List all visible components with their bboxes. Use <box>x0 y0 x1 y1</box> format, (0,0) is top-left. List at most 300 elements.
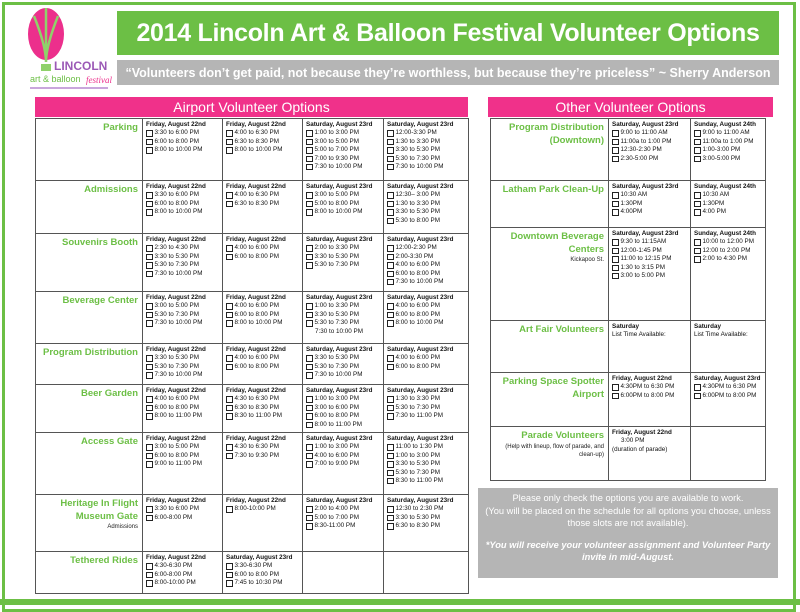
shift-option[interactable] <box>612 255 688 263</box>
shift-option[interactable] <box>226 505 300 513</box>
checkbox[interactable] <box>694 130 701 137</box>
shift-option[interactable] <box>146 129 220 137</box>
checkbox[interactable] <box>387 364 394 371</box>
checkbox[interactable] <box>226 396 233 403</box>
shift-option[interactable] <box>226 579 300 587</box>
shift-option[interactable] <box>226 319 300 327</box>
shift-option[interactable] <box>387 469 466 477</box>
shift-option[interactable] <box>226 191 300 199</box>
shift-option[interactable] <box>226 404 300 412</box>
checkbox[interactable] <box>306 156 313 163</box>
checkbox[interactable] <box>146 453 153 460</box>
shift-option[interactable] <box>306 452 381 460</box>
checkbox[interactable] <box>146 271 153 278</box>
checkbox[interactable] <box>146 130 153 137</box>
shift-option[interactable] <box>694 200 763 208</box>
checkbox[interactable] <box>306 139 313 146</box>
checkbox[interactable] <box>306 413 313 420</box>
checkbox[interactable] <box>387 218 394 225</box>
checkbox[interactable] <box>146 405 153 412</box>
shift-time: 4:30-6:30 PM <box>154 562 193 570</box>
shift-option[interactable] <box>146 270 220 278</box>
shift-option[interactable] <box>226 129 300 137</box>
checkbox[interactable] <box>306 209 313 216</box>
shift-time: 6:00PM to 8:00 PM <box>620 391 675 399</box>
checkbox[interactable] <box>306 422 313 429</box>
checkbox[interactable] <box>694 156 701 163</box>
shift-option[interactable] <box>146 404 220 412</box>
shift-option[interactable] <box>306 412 381 420</box>
shift-option[interactable] <box>387 200 466 208</box>
shift-option[interactable] <box>306 421 381 429</box>
shift-time: 7:30 to 9:30 PM <box>234 451 279 459</box>
checkbox[interactable] <box>146 254 153 261</box>
shift-option[interactable] <box>226 412 300 420</box>
checkbox[interactable] <box>387 164 394 171</box>
shift-option[interactable] <box>387 363 466 371</box>
checkbox[interactable] <box>612 273 619 280</box>
checkbox[interactable] <box>612 256 619 263</box>
shift-option[interactable] <box>387 404 466 412</box>
shift-option[interactable] <box>387 354 466 362</box>
checkbox[interactable] <box>146 139 153 146</box>
checkbox[interactable] <box>146 262 153 269</box>
shift-option[interactable] <box>387 270 466 278</box>
checkbox[interactable] <box>306 164 313 171</box>
checkbox[interactable] <box>306 245 313 252</box>
shift-option[interactable] <box>387 138 466 146</box>
shift-option[interactable] <box>146 412 220 420</box>
checkbox[interactable] <box>612 265 619 272</box>
shift-option[interactable] <box>387 261 466 269</box>
shift-time: 7:30 to 10:00 PM <box>154 319 203 327</box>
checkbox[interactable] <box>387 396 394 403</box>
checkbox[interactable] <box>694 256 701 263</box>
shift-option[interactable] <box>694 255 763 263</box>
checkbox[interactable] <box>387 130 394 137</box>
shift-option[interactable] <box>306 319 381 327</box>
checkbox[interactable] <box>387 209 394 216</box>
shift-option[interactable] <box>612 264 688 272</box>
shift-cell <box>303 385 384 433</box>
shift-option[interactable] <box>612 155 688 163</box>
shift-option[interactable] <box>146 138 220 146</box>
shift-option[interactable] <box>306 404 381 412</box>
shift-option[interactable] <box>226 571 300 579</box>
shift-cell <box>223 234 303 292</box>
shift-option[interactable] <box>387 253 466 261</box>
checkbox[interactable] <box>387 470 394 477</box>
shift-time: 3:30 to 5:30 PM <box>395 146 440 154</box>
shift-option[interactable] <box>387 505 466 513</box>
checkbox[interactable] <box>226 312 233 319</box>
checkbox[interactable] <box>387 461 394 468</box>
shift-option[interactable] <box>387 311 466 319</box>
checkbox[interactable] <box>306 320 313 327</box>
checkbox[interactable] <box>226 572 233 579</box>
shift-option[interactable] <box>612 138 688 146</box>
shift-option[interactable] <box>387 163 466 171</box>
shift-cell <box>223 495 303 552</box>
checkbox[interactable] <box>226 580 233 587</box>
shift-option[interactable] <box>694 383 763 391</box>
checkbox[interactable] <box>226 453 233 460</box>
checkbox[interactable] <box>612 239 619 246</box>
checkbox[interactable] <box>306 355 313 362</box>
checkbox[interactable] <box>146 320 153 327</box>
shift-option[interactable] <box>226 452 300 460</box>
shift-option[interactable] <box>306 191 381 199</box>
shift-option[interactable] <box>146 562 220 570</box>
shift-option[interactable] <box>306 138 381 146</box>
shift-option[interactable] <box>226 363 300 371</box>
shift-option[interactable] <box>612 383 688 391</box>
checkbox[interactable] <box>612 384 619 391</box>
shift-option[interactable] <box>306 363 381 371</box>
checkbox[interactable] <box>306 523 313 530</box>
shift-option[interactable] <box>694 129 763 137</box>
shift-option[interactable] <box>146 261 220 269</box>
checkbox[interactable] <box>146 209 153 216</box>
shift-option[interactable] <box>694 138 763 146</box>
shift-option[interactable] <box>694 247 763 255</box>
checkbox[interactable] <box>146 355 153 362</box>
shift-option[interactable] <box>146 319 220 327</box>
checkbox[interactable] <box>146 192 153 199</box>
shift-option[interactable] <box>694 392 763 400</box>
checkbox[interactable] <box>694 239 701 246</box>
checkbox[interactable] <box>694 192 701 199</box>
checkbox[interactable] <box>226 320 233 327</box>
shift-cell <box>143 344 223 385</box>
shift-option[interactable] <box>146 363 220 371</box>
checkbox[interactable] <box>387 139 394 146</box>
shift-option[interactable] <box>306 522 381 530</box>
shift-option[interactable] <box>612 392 688 400</box>
checkbox[interactable] <box>226 444 233 451</box>
checkbox[interactable] <box>694 201 701 208</box>
row-label-cell <box>36 292 143 344</box>
checkbox[interactable] <box>387 245 394 252</box>
checkbox[interactable] <box>612 192 619 199</box>
checkbox[interactable] <box>306 453 313 460</box>
shift-time: 7:30 to 10:00 PM <box>154 371 203 379</box>
checkbox[interactable] <box>226 254 233 261</box>
shift-option[interactable] <box>226 244 300 252</box>
checkbox[interactable] <box>306 130 313 137</box>
shift-option[interactable] <box>306 505 381 513</box>
checkbox[interactable] <box>226 506 233 513</box>
shift-option[interactable] <box>387 302 466 310</box>
shift-option[interactable] <box>146 395 220 403</box>
shift-option[interactable] <box>694 238 763 246</box>
shift-option[interactable] <box>387 460 466 468</box>
shift-option[interactable] <box>146 354 220 362</box>
shift-option[interactable] <box>612 272 688 280</box>
checkbox[interactable] <box>146 303 153 310</box>
shift-option[interactable] <box>146 579 220 587</box>
shift-option[interactable] <box>306 443 381 451</box>
shift-option[interactable] <box>146 244 220 252</box>
shift-option[interactable] <box>694 191 763 199</box>
shift-option[interactable] <box>146 200 220 208</box>
shift-option[interactable] <box>387 477 466 485</box>
shift-option[interactable] <box>226 138 300 146</box>
shift-option[interactable] <box>146 208 220 216</box>
checkbox[interactable] <box>306 444 313 451</box>
checkbox[interactable] <box>387 355 394 362</box>
shift-option[interactable] <box>387 217 466 225</box>
checkbox[interactable] <box>226 201 233 208</box>
shift-option[interactable] <box>306 261 381 269</box>
checkbox[interactable] <box>694 393 701 400</box>
shift-option[interactable] <box>694 146 763 154</box>
checkbox[interactable] <box>612 156 619 163</box>
checkbox[interactable] <box>146 572 153 579</box>
shift-time: 2:00 to 4:00 PM <box>314 505 359 513</box>
checkbox[interactable] <box>226 413 233 420</box>
shift-option[interactable] <box>306 253 381 261</box>
checkbox[interactable] <box>612 201 619 208</box>
checkbox[interactable] <box>387 413 394 420</box>
shift-option[interactable] <box>306 371 381 379</box>
shift-option[interactable] <box>387 514 466 522</box>
checkbox[interactable] <box>387 201 394 208</box>
checkbox[interactable] <box>387 515 394 522</box>
checkbox[interactable] <box>226 147 233 154</box>
checkbox[interactable] <box>146 413 153 420</box>
shift-option[interactable] <box>387 146 466 154</box>
checkbox[interactable] <box>146 147 153 154</box>
cell-note: List Time Available: <box>612 331 666 339</box>
shift-day: Saturday, August 23rd <box>306 294 373 301</box>
shift-option[interactable] <box>146 514 220 522</box>
shift-option[interactable] <box>306 129 381 137</box>
shift-option[interactable] <box>387 191 466 199</box>
shift-option[interactable] <box>306 311 381 319</box>
shift-option[interactable] <box>306 146 381 154</box>
checkbox[interactable] <box>387 279 394 286</box>
checkbox[interactable] <box>387 444 394 451</box>
other-section-header: Other Volunteer Options <box>488 97 773 117</box>
shift-option[interactable] <box>226 395 300 403</box>
checkbox[interactable] <box>146 372 153 379</box>
checkbox[interactable] <box>387 312 394 319</box>
shift-time: 3:30 to 6:00 PM <box>154 129 199 137</box>
shift-option[interactable] <box>226 443 300 451</box>
shift-day: Friday, August 22nd <box>226 236 286 243</box>
checkbox[interactable] <box>612 139 619 146</box>
shift-day: Saturday, August 23rd <box>387 346 454 353</box>
shift-option[interactable] <box>306 514 381 522</box>
checkbox[interactable] <box>387 147 394 154</box>
shift-option[interactable] <box>306 155 381 163</box>
checkbox[interactable] <box>146 312 153 319</box>
shift-cell <box>609 427 691 481</box>
shift-time: 10:30 AM <box>702 191 730 199</box>
checkbox[interactable] <box>306 254 313 261</box>
checkbox[interactable] <box>612 393 619 400</box>
checkbox[interactable] <box>226 139 233 146</box>
bottom-bar <box>0 599 800 605</box>
checkbox[interactable] <box>306 312 313 319</box>
checkbox[interactable] <box>694 209 701 216</box>
checkbox[interactable] <box>387 254 394 261</box>
checkbox[interactable] <box>226 245 233 252</box>
checkbox[interactable] <box>146 515 153 522</box>
checkbox[interactable] <box>694 139 701 146</box>
checkbox[interactable] <box>306 192 313 199</box>
shift-option[interactable] <box>306 200 381 208</box>
checkbox[interactable] <box>226 364 233 371</box>
checkbox[interactable] <box>306 262 313 269</box>
checkbox[interactable] <box>387 156 394 163</box>
shift-option[interactable] <box>387 395 466 403</box>
shift-option[interactable] <box>146 571 220 579</box>
airport-options-table <box>35 118 469 594</box>
shift-day: Friday, August 22nd <box>146 497 206 504</box>
shift-option[interactable] <box>612 208 688 216</box>
shift-option[interactable] <box>612 129 688 137</box>
checkbox[interactable] <box>226 563 233 570</box>
shift-cell <box>691 427 766 481</box>
shift-option[interactable] <box>226 354 300 362</box>
checkbox[interactable] <box>306 461 313 468</box>
checkbox[interactable] <box>306 372 313 379</box>
checkbox[interactable] <box>226 130 233 137</box>
shift-option[interactable] <box>612 238 688 246</box>
checkbox[interactable] <box>387 405 394 412</box>
row-label: Program Distribution <box>42 347 138 358</box>
shift-cell <box>609 373 691 427</box>
shift-option[interactable] <box>226 302 300 310</box>
checkbox[interactable] <box>387 271 394 278</box>
checkbox[interactable] <box>306 506 313 513</box>
checkbox[interactable] <box>146 461 153 468</box>
checkbox[interactable] <box>146 201 153 208</box>
checkbox[interactable] <box>306 405 313 412</box>
checkbox[interactable] <box>694 147 701 154</box>
checkbox[interactable] <box>306 396 313 403</box>
shift-cell <box>223 344 303 385</box>
shift-option[interactable] <box>306 302 381 310</box>
shift-option[interactable] <box>146 302 220 310</box>
checkbox[interactable] <box>226 303 233 310</box>
checkbox[interactable] <box>306 147 313 154</box>
checkbox[interactable] <box>694 384 701 391</box>
shift-option[interactable] <box>306 208 381 216</box>
shift-option[interactable] <box>226 311 300 319</box>
shift-option[interactable] <box>146 460 220 468</box>
checkbox[interactable] <box>306 515 313 522</box>
shift-option[interactable] <box>146 443 220 451</box>
checkbox[interactable] <box>306 201 313 208</box>
shift-option[interactable] <box>612 247 688 255</box>
shift-option[interactable] <box>387 208 466 216</box>
shift-time: 5:00 to 7:00 PM <box>314 146 359 154</box>
checkbox[interactable] <box>306 364 313 371</box>
shift-option[interactable] <box>226 253 300 261</box>
note-line-1: Please only check the options you are available to work. <box>512 493 744 503</box>
checkbox[interactable] <box>387 453 394 460</box>
checkbox[interactable] <box>146 506 153 513</box>
shift-option[interactable] <box>387 155 466 163</box>
shift-day: Friday, August 22nd <box>146 554 206 561</box>
checkbox[interactable] <box>387 506 394 513</box>
checkbox[interactable] <box>612 147 619 154</box>
shift-option[interactable] <box>146 191 220 199</box>
checkbox[interactable] <box>226 405 233 412</box>
checkbox[interactable] <box>146 396 153 403</box>
shift-option[interactable] <box>612 191 688 199</box>
shift-option[interactable] <box>146 253 220 261</box>
shift-option[interactable] <box>387 443 466 451</box>
shift-option[interactable] <box>387 412 466 420</box>
shift-option[interactable] <box>612 146 688 154</box>
shift-option[interactable] <box>694 155 763 163</box>
checkbox[interactable] <box>612 130 619 137</box>
shift-option[interactable] <box>306 244 381 252</box>
shift-option[interactable] <box>146 505 220 513</box>
shift-option[interactable] <box>146 371 220 379</box>
shift-time: 1:30 to 3:30 PM <box>395 137 440 145</box>
checkbox[interactable] <box>694 248 701 255</box>
checkbox[interactable] <box>387 523 394 530</box>
shift-option[interactable] <box>226 146 300 154</box>
checkbox[interactable] <box>387 478 394 485</box>
checkbox[interactable] <box>226 192 233 199</box>
shift-option[interactable] <box>226 200 300 208</box>
shift-option[interactable] <box>306 163 381 171</box>
checkbox[interactable] <box>146 364 153 371</box>
shift-option[interactable] <box>387 278 466 286</box>
shift-option[interactable] <box>226 562 300 570</box>
shift-option[interactable] <box>387 319 466 327</box>
shift-time: 3:30 to 6:00 PM <box>154 191 199 199</box>
shift-option[interactable] <box>306 460 381 468</box>
checkbox[interactable] <box>146 580 153 587</box>
checkbox[interactable] <box>306 303 313 310</box>
shift-option[interactable] <box>387 244 466 252</box>
checkbox[interactable] <box>612 248 619 255</box>
checkbox[interactable] <box>387 192 394 199</box>
shift-time: 3:30 to 5:30 PM <box>395 208 440 216</box>
checkbox[interactable] <box>387 320 394 327</box>
shift-option[interactable] <box>612 200 688 208</box>
shift-option[interactable] <box>306 395 381 403</box>
shift-option[interactable] <box>694 208 763 216</box>
shift-time: 7:30 to 10:00 PM <box>154 269 203 277</box>
shift-time: 1:00 to 3:00 PM <box>314 443 359 451</box>
shift-cell <box>223 552 303 594</box>
shift-option[interactable] <box>146 311 220 319</box>
checkbox[interactable] <box>387 303 394 310</box>
shift-time: 3:00 to 5:00 PM <box>314 191 359 199</box>
checkbox[interactable] <box>146 563 153 570</box>
shift-option[interactable] <box>387 129 466 137</box>
checkbox[interactable] <box>387 262 394 269</box>
shift-option[interactable] <box>306 354 381 362</box>
checkbox[interactable] <box>146 245 153 252</box>
shift-option[interactable] <box>387 522 466 530</box>
checkbox[interactable] <box>226 355 233 362</box>
checkbox[interactable] <box>612 209 619 216</box>
shift-option[interactable] <box>146 146 220 154</box>
shift-option[interactable] <box>146 452 220 460</box>
shift-option[interactable] <box>387 452 466 460</box>
shift-time: 1:30 to 3:30 PM <box>395 395 440 403</box>
checkbox[interactable] <box>146 444 153 451</box>
